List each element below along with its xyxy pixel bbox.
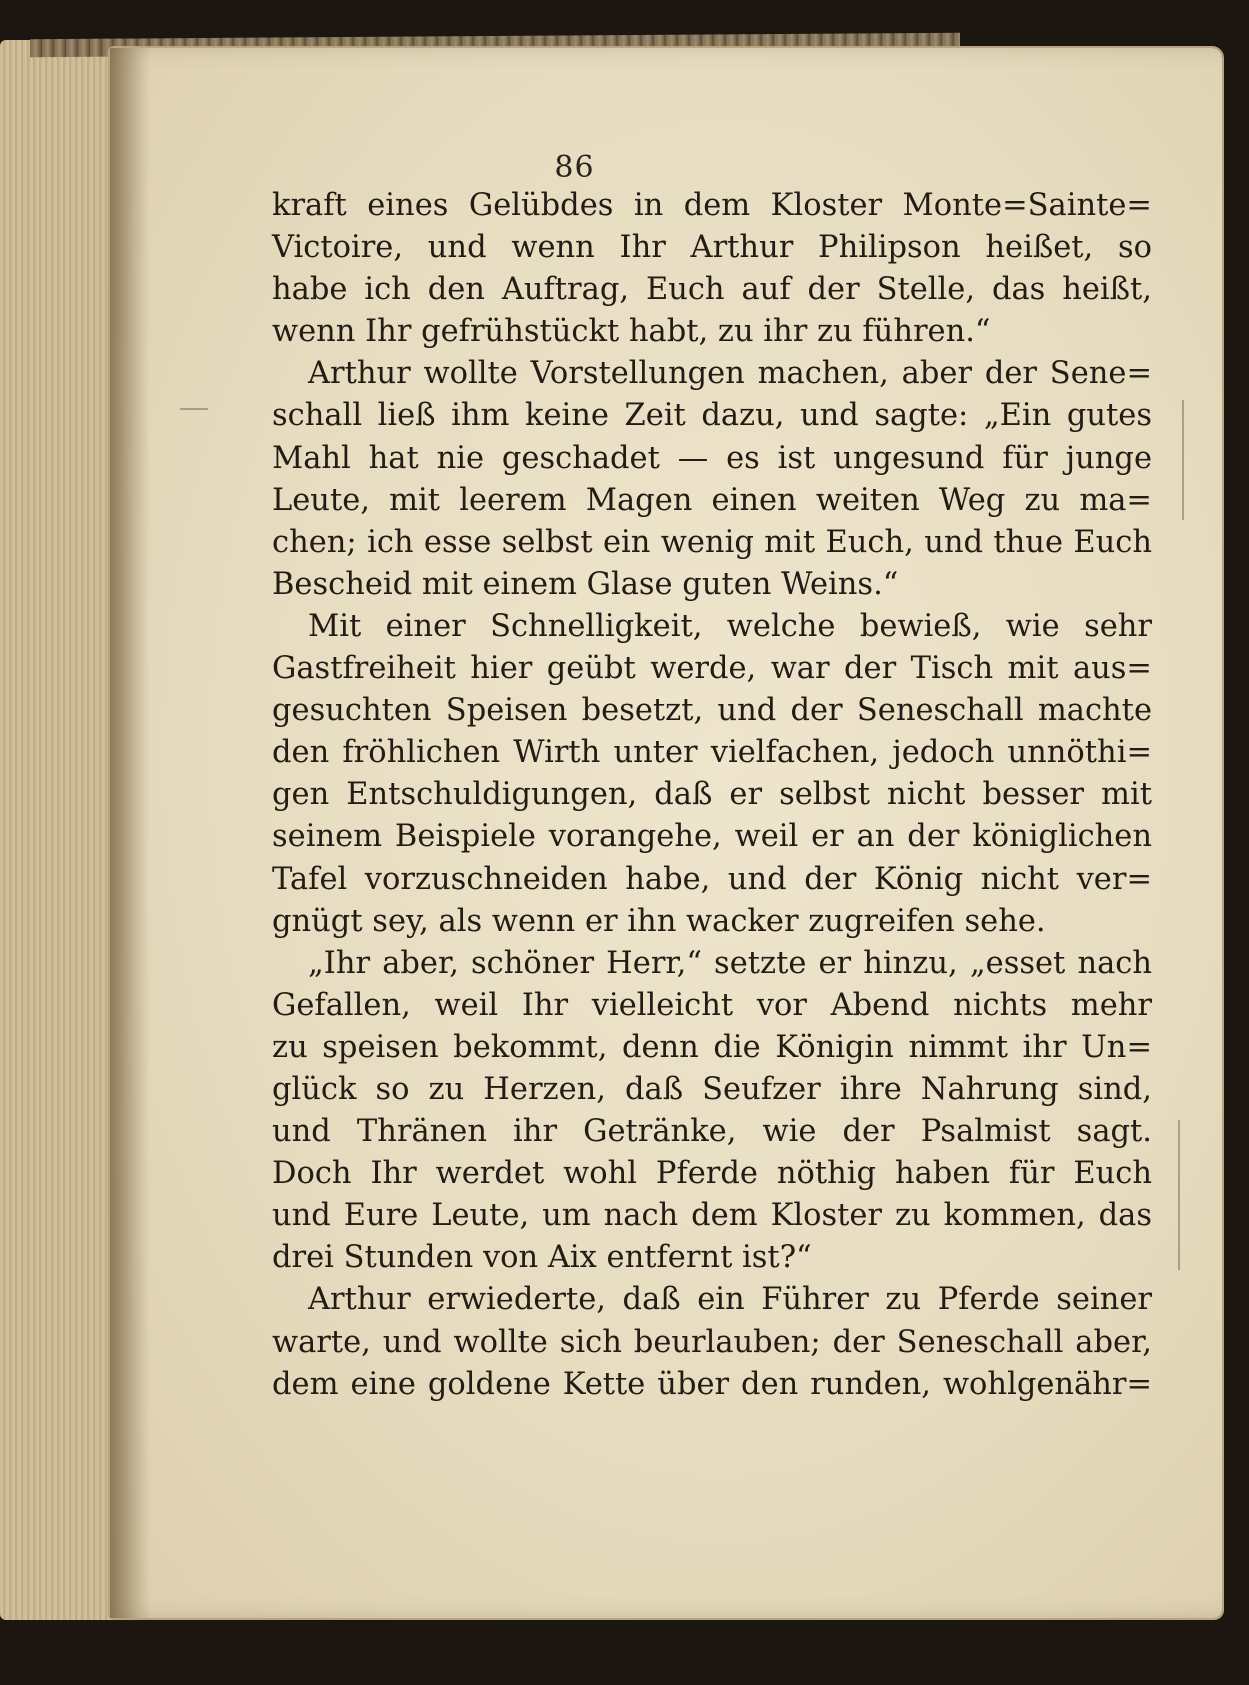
text-line: Tafel vorzuschneiden habe, und der König nicht ver= [272,861,1152,897]
text-line: warte, und wollte sich beurlauben; der Seneschall aber, [272,1324,1152,1360]
text-line: wenn Ihr gefrühstückt habt, zu ihr zu führen.“ [272,314,991,350]
text-line: „Ihr aber, schöner Herr,“ setzte er hinzu, „esset nach [308,945,1152,981]
text-line: habe ich den Auftrag, Euch auf der Stelle, das heißt, [272,272,1152,308]
text-line: Leute, mit leerem Magen einen weiten Weg zu ma= [272,482,1152,518]
text-line: und Thränen ihr Getränke, wie der Psalmist sagt. [272,1114,1152,1150]
text-line: Bescheid mit einem Glase guten Weins.“ [272,566,899,602]
page-stack-edge [0,40,125,1620]
text-line: Gastfreiheit hier geübt werde, war der Tisch mit aus= [272,651,1152,687]
text-line: gen Entschuldigungen, daß er selbst nicht besser mit [272,777,1152,813]
margin-mark [180,408,208,410]
text-line: seinem Beispiele vorangehe, weil er an der königlichen [272,819,1152,855]
text-line: den fröhlichen Wirth unter vielfachen, jedoch unnöthi= [272,735,1152,771]
text-line: Mit einer Schnelligkeit, welche bewieß, wie sehr [308,608,1152,644]
text-line: Victoire, und wenn Ihr Arthur Philipson heißet, so [272,230,1152,266]
text-line: schall ließ ihm keine Zeit dazu, und sagte: „Ein gutes [272,398,1152,434]
page-number: 86 [554,150,595,185]
margin-mark [1178,1120,1180,1270]
text-line: Arthur erwiederte, daß ein Führer zu Pferde seiner [308,1282,1152,1318]
text-line: Gefallen, weil Ihr vielleicht vor Abend nichts mehr [272,987,1152,1023]
text-line: glück so zu Herzen, daß Seufzer ihre Nahrung sind, [272,1071,1152,1107]
text-line: dem eine goldene Kette über den runden, wohlgenähr= [272,1366,1152,1402]
text-line: Doch Ihr werdet wohl Pferde nöthig haben für Euch [272,1156,1152,1192]
text-line: gesuchten Speisen besetzt, und der Seneschall machte [272,693,1152,729]
text-line: chen; ich esse selbst ein wenig mit Euch, und thue Euch [272,524,1152,560]
text-line: zu speisen bekommt, denn die Königin nimmt ihr Un= [272,1029,1152,1065]
page-body-text [272,185,1152,1406]
text-line: und Eure Leute, um nach dem Kloster zu kommen, das [272,1198,1152,1234]
text-line: kraft eines Gelübdes in dem Kloster Monte=Sainte= [272,188,1152,223]
margin-mark [1182,400,1184,520]
text-line: Arthur wollte Vorstellungen machen, aber der Sene= [308,356,1152,392]
text-line: Mahl hat nie geschadet — es ist ungesund für junge [272,440,1152,476]
page-gutter-shadow [110,48,150,1618]
text-line: gnügt sey, als wenn er ihn wacker zugreifen sehe. [272,903,1046,939]
text-line: drei Stunden von Aix entfernt ist?“ [272,1240,812,1276]
